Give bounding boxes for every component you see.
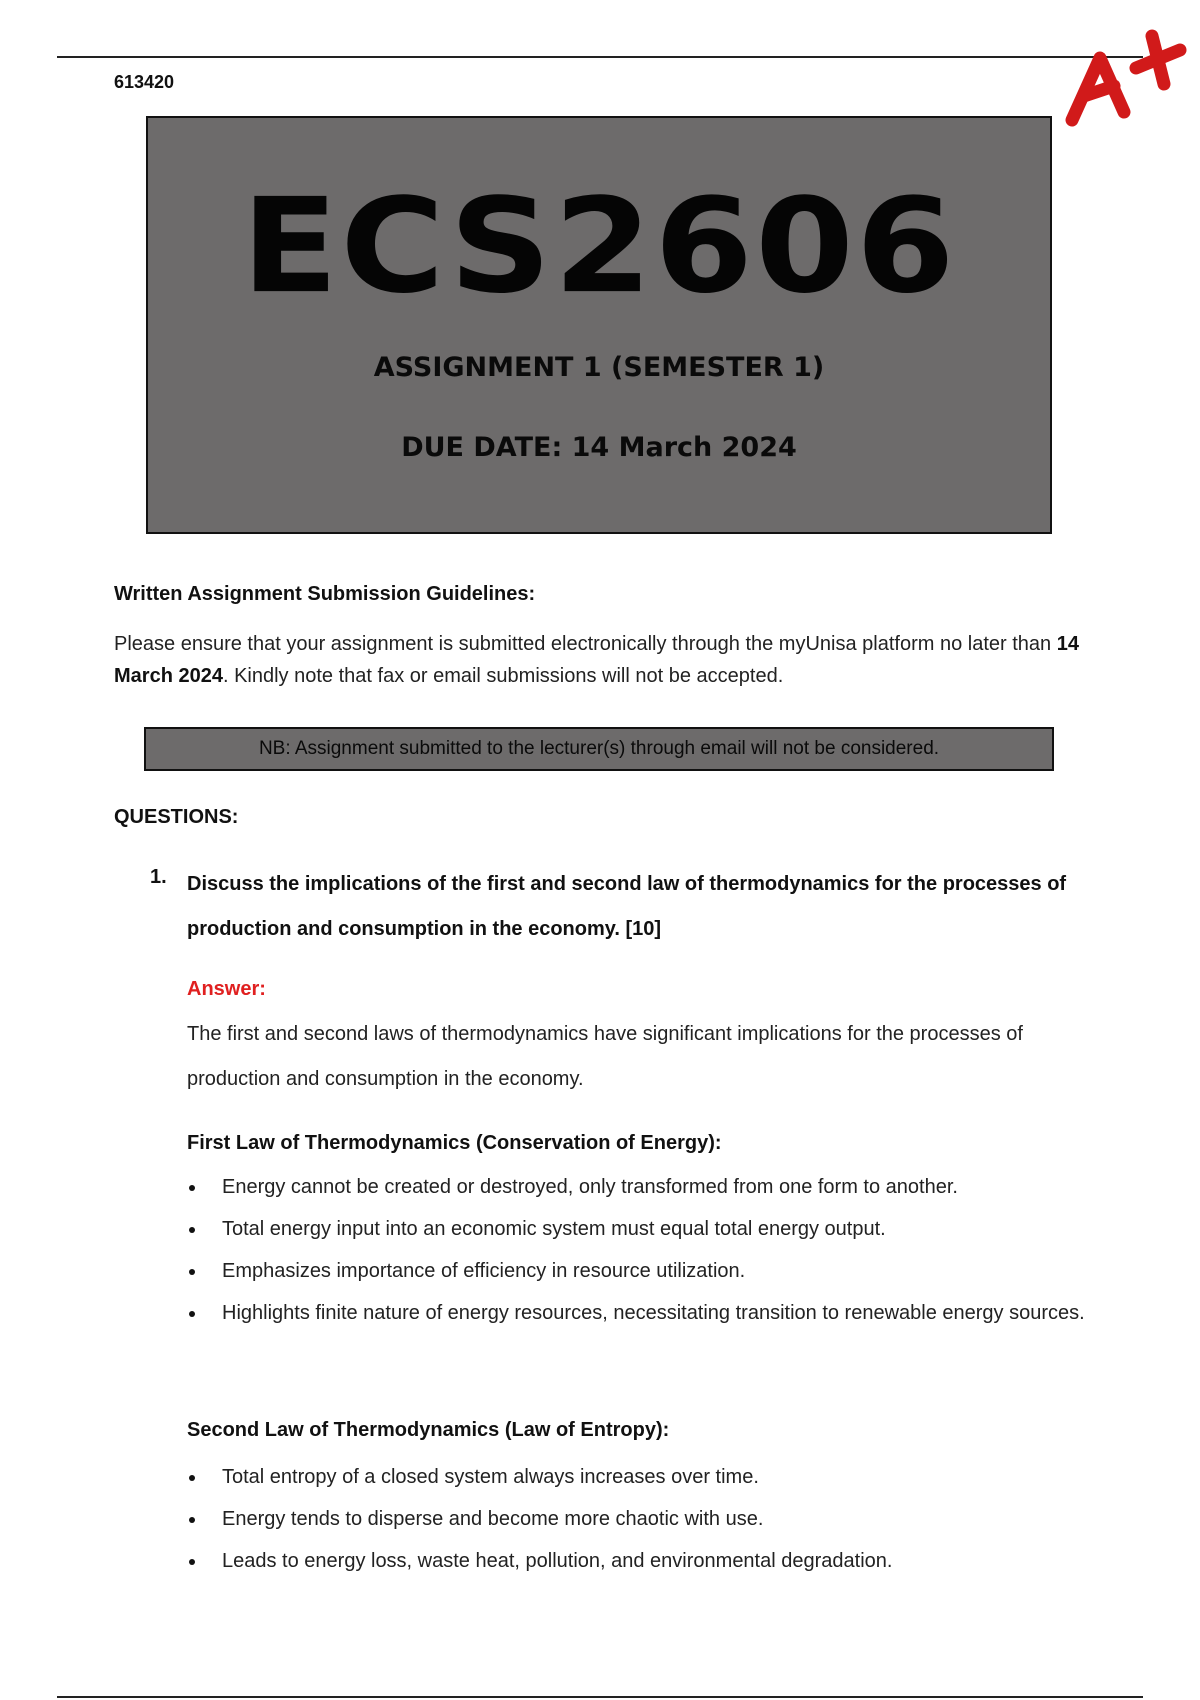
list-item: Energy cannot be created or destroyed, only transformed from one form to another. bbox=[187, 1166, 1107, 1208]
list-item: Total energy input into an economic system must equal total energy output. bbox=[187, 1208, 1107, 1250]
document-id: 613420 bbox=[114, 72, 175, 92]
list-item: Total entropy of a closed system always increases over time. bbox=[187, 1456, 1107, 1498]
bottom-rule bbox=[57, 1696, 1143, 1698]
grade-mark-a-plus bbox=[1062, 28, 1192, 138]
guidelines-heading: Written Assignment Submission Guidelines: bbox=[114, 583, 536, 605]
course-code: ECS2606 bbox=[241, 170, 957, 323]
guidelines-due-date: 14 March 2024 bbox=[114, 633, 1079, 687]
questions-heading: QUESTIONS: bbox=[114, 806, 239, 828]
list-item: Energy tends to disperse and become more chaotic with use. bbox=[187, 1498, 1107, 1540]
second-law-list bbox=[187, 1456, 1107, 1582]
assignment-title: ASSIGNMENT 1 (SEMESTER 1) bbox=[373, 352, 825, 383]
list-item: Emphasizes importance of efficiency in resource utilization. bbox=[187, 1250, 1107, 1292]
due-date: DUE DATE: 14 March 2024 bbox=[401, 432, 797, 463]
cover-box bbox=[146, 116, 1052, 534]
nb-notice: NB: Assignment submitted to the lecturer(s) through email will not be considered. bbox=[144, 727, 1054, 771]
first-law-heading: First Law of Thermodynamics (Conservation of Energy): bbox=[187, 1132, 722, 1154]
question-text: Discuss the implications of the first and second law of thermodynamics for the processes of production and consumption in the economy. [10] bbox=[187, 873, 1067, 940]
first-law-list bbox=[187, 1166, 1107, 1334]
list-item: Highlights finite nature of energy resources, necessitating transition to renewable energy sources. bbox=[187, 1292, 1107, 1334]
guidelines-text-before: Please ensure that your assignment is submitted electronically through the myUnisa platform no later than bbox=[114, 633, 1057, 655]
question-number: 1. bbox=[150, 866, 167, 888]
guidelines-text bbox=[114, 628, 1094, 692]
list-item: Leads to energy loss, waste heat, pollution, and environmental degradation. bbox=[187, 1540, 1107, 1582]
guidelines-text-after: . Kindly note that fax or email submissions will not be accepted. bbox=[222, 665, 784, 687]
top-rule bbox=[57, 56, 1143, 58]
answer-intro: The first and second laws of thermodynamics have significant implications for the processes of production and consumption in the economy. bbox=[187, 1023, 1023, 1090]
second-law-heading: Second Law of Thermodynamics (Law of Entropy): bbox=[187, 1419, 670, 1441]
answer-label: Answer: bbox=[187, 978, 266, 1000]
